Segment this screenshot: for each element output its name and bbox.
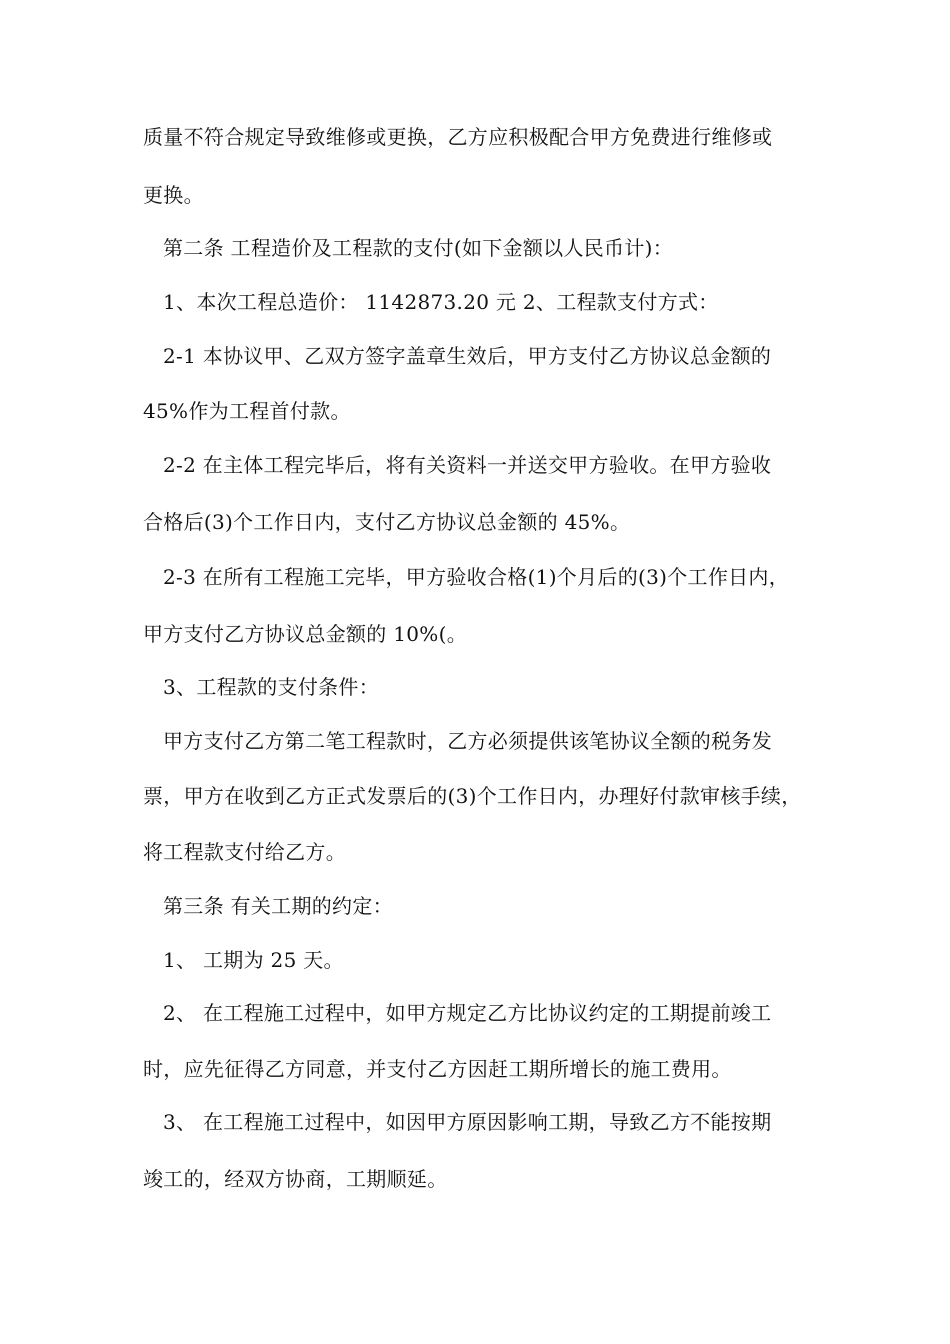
clause-2-2: 2-2 在主体工程完毕后，将有关资料一并送交甲方验收。在甲方验收 bbox=[163, 453, 772, 477]
schedule-item-3: 3、 在工程施工过程中，如因甲方原因影响工期，导致乙方不能按期 bbox=[163, 1110, 772, 1134]
clause-2-2-continued: 合格后(3)个工作日内，支付乙方协议总金额的 45%。 bbox=[143, 510, 631, 534]
schedule-item-3-continued: 竣工的，经双方协商，工期顺延。 bbox=[143, 1167, 448, 1191]
article-2-heading: 第二条 工程造价及工程款的支付(如下金额以人民币计)： bbox=[163, 236, 674, 260]
payment-conditions-text-3: 将工程款支付给乙方。 bbox=[143, 840, 346, 864]
text-line-quality-repair: 质量不符合规定导致维修或更换，乙方应积极配合甲方免费进行维修或 bbox=[143, 125, 773, 149]
payment-conditions-text-2: 票，甲方在收到乙方正式发票后的(3)个工作日内，办理好付款审核手续， bbox=[143, 784, 802, 808]
clause-2-1: 2-1 本协议甲、乙双方签字盖章生效后，甲方支付乙方协议总金额的 bbox=[163, 344, 772, 368]
clause-2-1-continued: 45%作为工程首付款。 bbox=[143, 399, 351, 423]
payment-conditions-text: 甲方支付乙方第二笔工程款时，乙方必须提供该笔协议全额的税务发 bbox=[163, 729, 772, 753]
schedule-item-2-continued: 时，应先征得乙方同意，并支付乙方因赶工期所增长的施工费用。 bbox=[143, 1057, 732, 1081]
schedule-item-1: 1、 工期为 25 天。 bbox=[163, 948, 344, 972]
clause-2-3: 2-3 在所有工程施工完毕，甲方验收合格(1)个月后的(3)个工作日内， bbox=[163, 565, 790, 589]
article-3-heading: 第三条 有关工期的约定： bbox=[163, 894, 393, 918]
payment-conditions-heading: 3、工程款的支付条件： bbox=[163, 675, 380, 699]
text-line-replace: 更换。 bbox=[143, 183, 204, 207]
text-line-total-cost: 1、本次工程总造价： 1142873.20 元 2、工程款支付方式： bbox=[163, 290, 719, 314]
schedule-item-2: 2、 在工程施工过程中，如甲方规定乙方比协议约定的工期提前竣工 bbox=[163, 1001, 772, 1025]
clause-2-3-continued: 甲方支付乙方协议总金额的 10%(。 bbox=[143, 622, 468, 646]
